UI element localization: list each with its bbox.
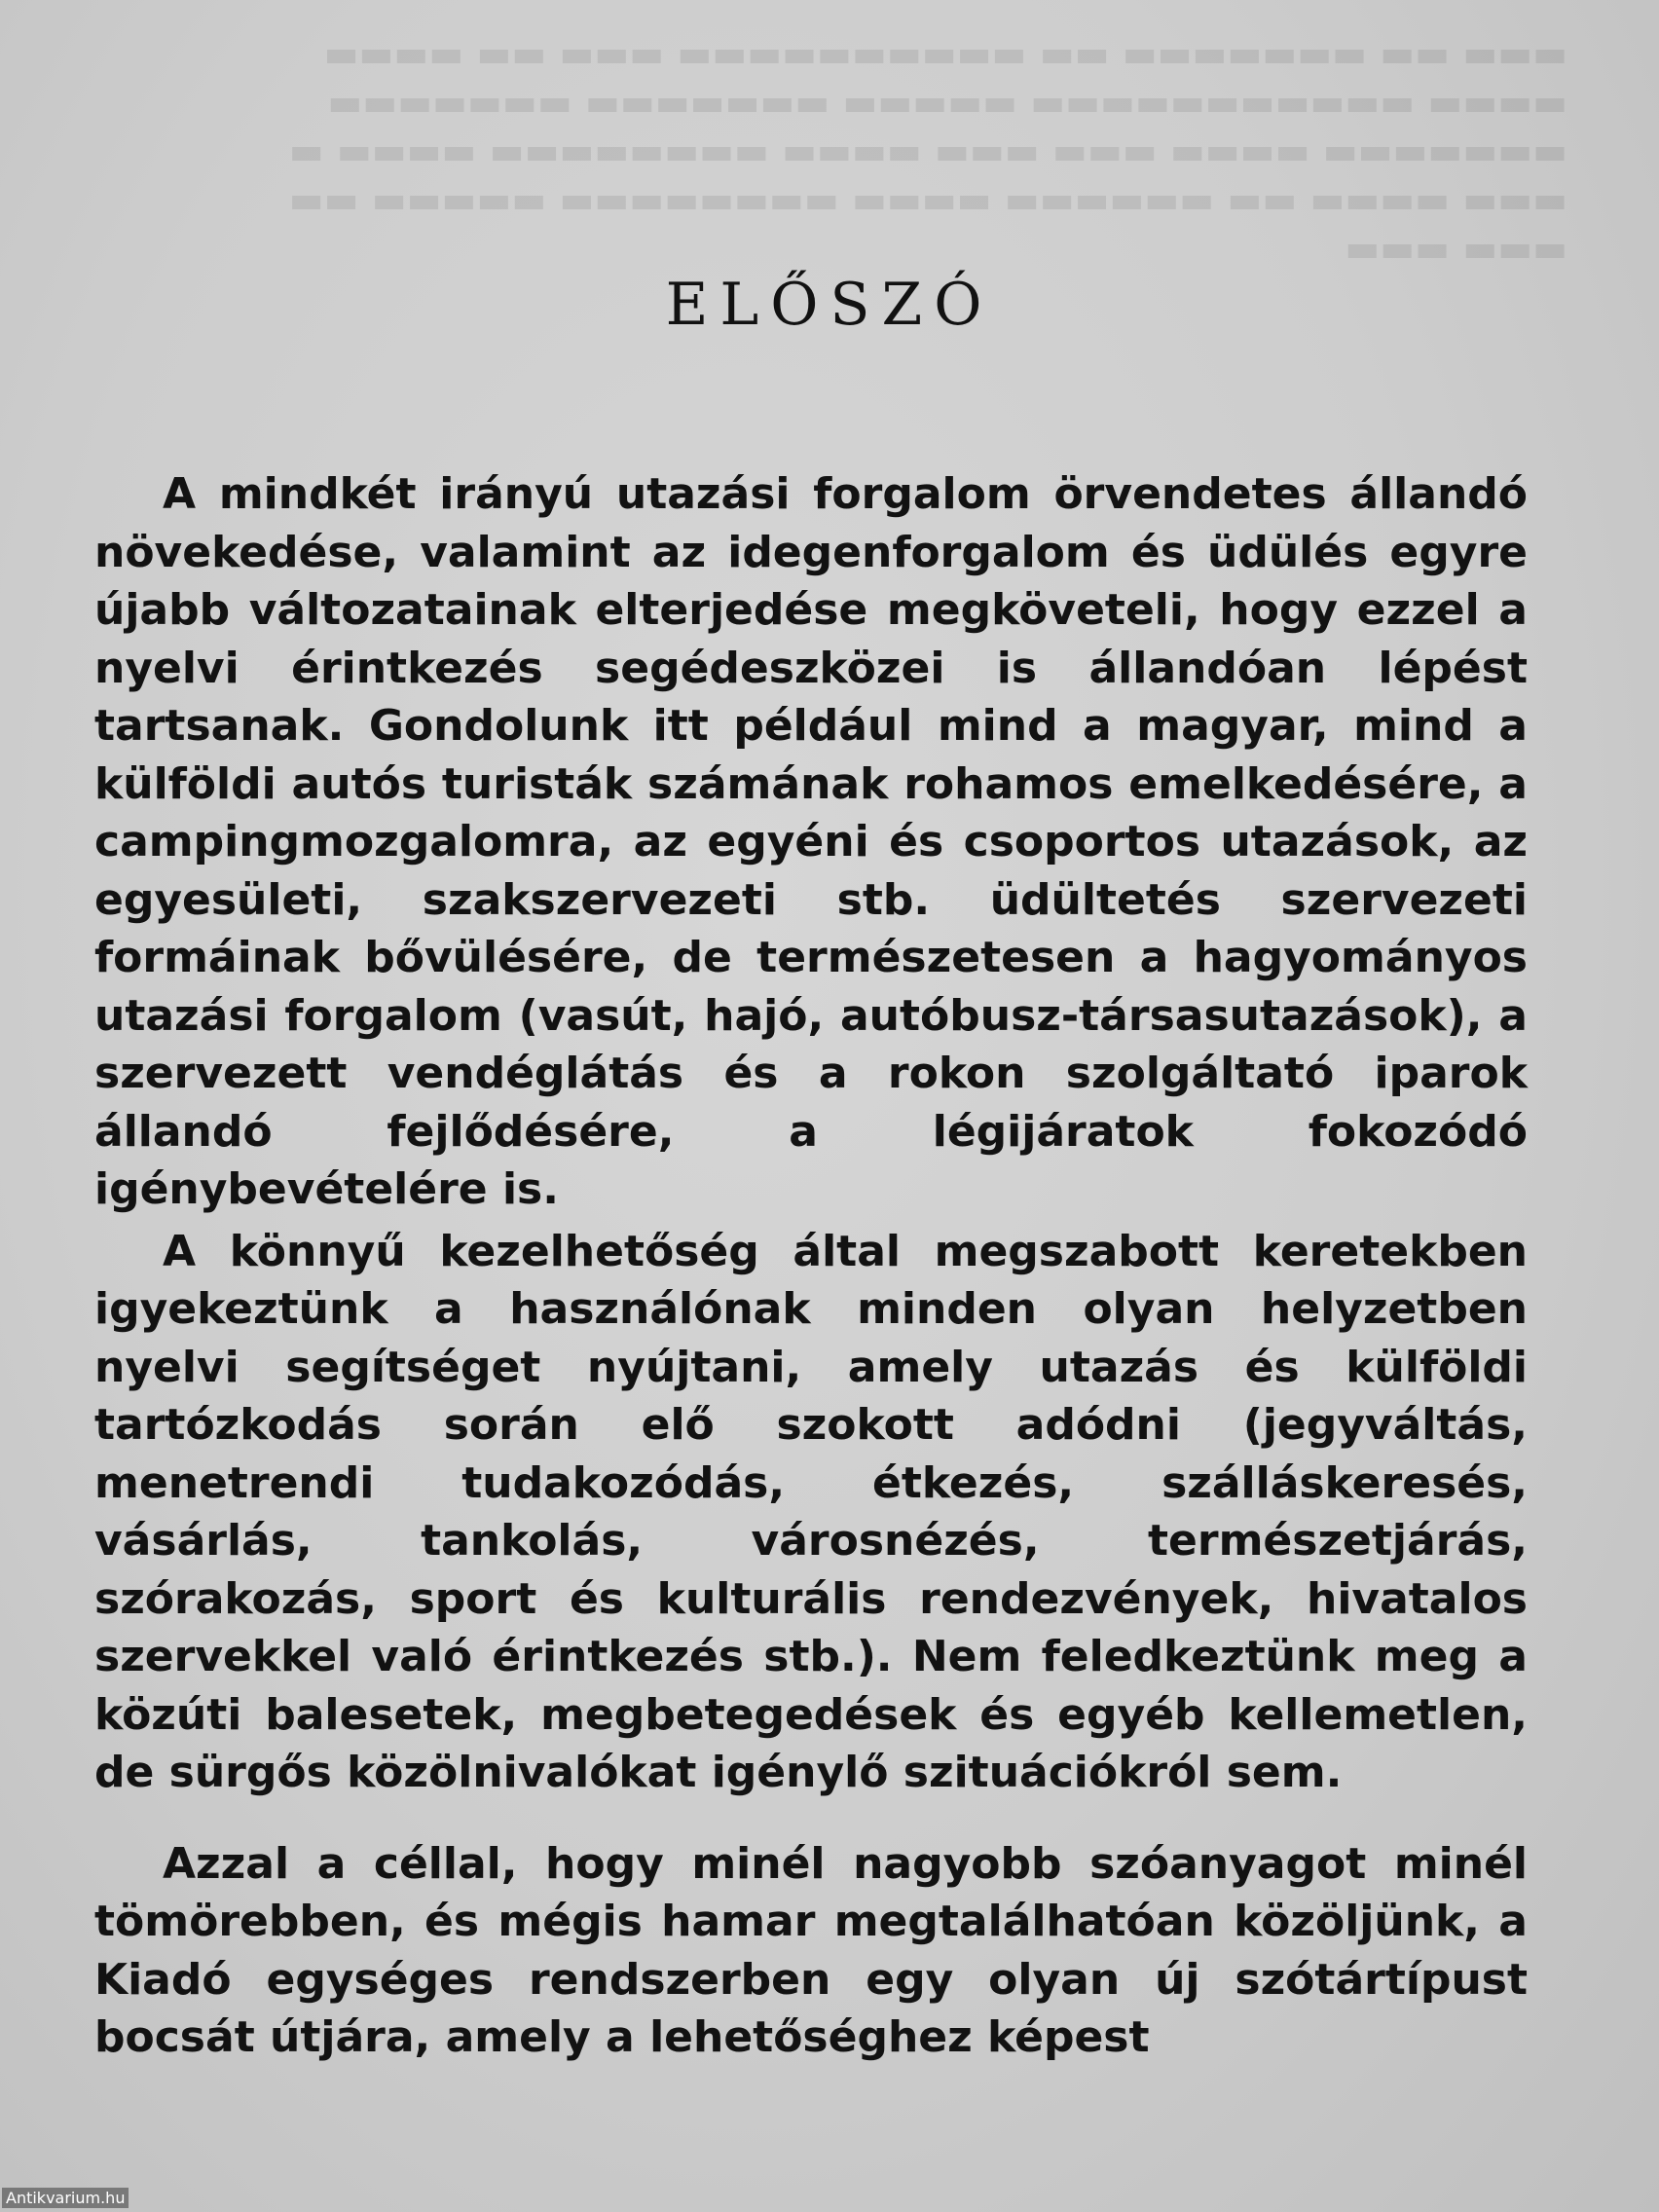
preface-body: [94, 465, 1528, 2067]
page-title: ELŐSZÓ: [665, 271, 994, 339]
paragraph-3: Azzal a céllal, hogy minél nagyobb szóanyagot minél tömörebben, és mégis hamar megtalálhatóan közöljünk, a Kiadó egységes rendszerben egy olyan új szótártípust bocsát útjára, amely a lehetőséghez képest: [94, 1838, 1528, 2062]
watermark: Antikvarium.hu: [2, 2188, 129, 2208]
paragraph-2: A könnyű kezelhetőség által megszabott keretekben igyekeztünk a használónak minden olyan helyzetben nyelvi segítséget nyújtani, amely utazás és külföldi tartózkodás során elő szokott adódni (jegyváltás, menetrendi tudakozódás, étkezés, szálláskeresés, vásárlás, tankolás, városnézés, természetjárás, szórakozás, sport és kulturális rendezvények, hivatalos szervekkel való érintkezés stb.). Nem feledkeztünk meg a közúti balesetek, megbetegedések és egyéb kellemetlen, de sürgős közölnivalókat igénylő szituációkról sem.: [94, 1226, 1528, 1797]
show-through-text: ▬▬▬ ▬▬ ▬▬▬▬▬▬▬ ▬▬ ▬▬▬▬▬▬▬▬▬▬ ▬▬▬ ▬▬ ▬▬▬▬ ▬▬▬▬ ▬▬▬▬▬▬▬▬▬▬▬ ▬▬▬▬▬ ▬▬▬▬▬▬▬ ▬▬▬▬▬▬▬ ▬▬▬▬▬▬▬ ▬▬▬▬ ▬▬▬ ▬▬▬ ▬▬▬▬ ▬▬▬▬▬▬▬▬ ▬▬▬▬ ▬ ▬▬▬ ▬▬▬▬ ▬▬ ▬▬▬▬▬▬ ▬▬▬▬ ▬▬▬▬▬▬▬▬ ▬▬▬▬▬ ▬▬ ▬▬▬ ▬▬▬: [288, 32, 1567, 270]
paragraph-1: A mindkét irányú utazási forgalom örvendetes állandó növekedése, valamint az idegenforgalom és üdülés egyre újabb változatainak elterjedése megköveteli, hogy ezzel a nyelvi érintkezés segédeszközei is állandóan lépést tartsanak. Gondolunk itt például mind a magyar, mind a külföldi autós turisták számának rohamos emelkedésére, a campingmozgalomra, az egyéni és csoportos utazások, az egyesületi, szakszervezeti stb. üdültetés szervezeti formáinak bővülésére, de természetesen a hagyományos utazási forgalom (vasút, hajó, autóbusz-társasutazások), a szervezett vendéglátás és a rokon szolgáltató iparok állandó fejlődésére, a légijáratok fokozódó igénybevételére is.: [94, 469, 1528, 1214]
